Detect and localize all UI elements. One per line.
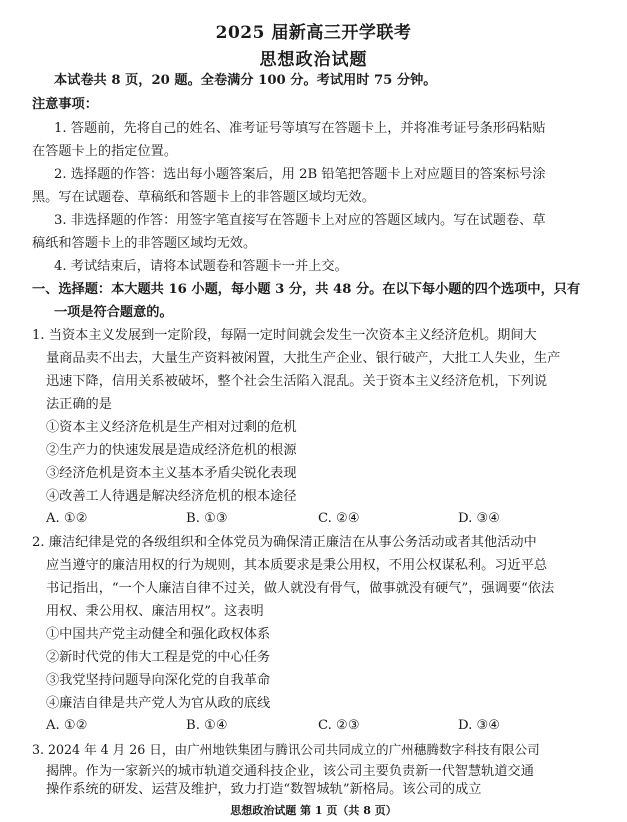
q1-stem-line-2: 量商品卖不出去，大量生产资料被闲置，大批生产企业、银行破产，大批工人失业，生产 (46, 351, 561, 366)
note-1-line-1: 1. 答题前，先将自己的姓名、准考证号等填写在答题卡上，并将准考证号条形码粘贴 (54, 121, 546, 136)
note-4: 4. 考试结束后，请将本试题卷和答题卡一并上交。 (54, 259, 348, 274)
note-1-line-2: 在答题卡上的指定位置。 (32, 144, 178, 159)
q1-stem-line-1: 1. 当资本主义发展到一定阶段，每隔一定时间就会发生一次资本主义经济危机。期间大 (32, 328, 537, 343)
note-2-line-1: 2. 选择题的作答：选出每小题答案后，用 2B 铅笔把答题卡上对应题目的答案标号涂 (54, 167, 546, 182)
q2-choice-c[interactable]: C. ②③ (318, 718, 360, 733)
q2-statement-4: ④廉洁自律是共产党人为官从政的底线 (46, 696, 271, 711)
exam-info: 本试卷共 8 页，20 题。全卷满分 100 分。考试用时 75 分钟。 (54, 73, 437, 88)
q2-choice-b[interactable]: B. ①④ (186, 718, 228, 733)
q2-choice-a[interactable]: A. ①② (46, 718, 88, 733)
q2-choice-d[interactable]: D. ③④ (458, 718, 501, 733)
q1-statement-2: ②生产力的快速发展是造成经济危机的根源 (46, 443, 297, 458)
note-3-line-2: 稿纸和答题卡上的非答题区域均无效。 (32, 236, 257, 251)
q1-statement-1: ①资本主义经济危机是生产相对过剩的危机 (46, 420, 297, 435)
section-heading-line-2: 一项是符合题意的。 (54, 305, 173, 320)
q2-stem-line-1: 2. 廉洁纪律是党的各级组织和全体党员为确保清正廉洁在从事公务活动或者其他活动中 (32, 535, 537, 550)
exam-title: 2025 届新高三开学联考 (215, 23, 412, 43)
q2-statement-3: ③我党坚持问题导向深化党的自我革命 (46, 673, 271, 688)
q1-choice-d[interactable]: D. ③④ (458, 511, 501, 526)
notes-heading: 注意事项： (32, 97, 98, 112)
q1-stem-line-3: 迅速下降，信用关系被破坏，整个社会生活陷入混乱。关于资本主义经济危机，下列说 (46, 374, 548, 389)
q1-stem-line-4: 法正确的是 (46, 397, 112, 412)
q3-stem-line-1: 3. 2024 年 4 月 26 日，由广州地铁集团与腾讯公司共同成立的广州穗腾数字科技有限公司 (32, 742, 540, 757)
subject-title: 思想政治试题 (259, 50, 368, 70)
q2-statement-1: ①中国共产党主动健全和强化政权体系 (46, 627, 271, 642)
section-heading-line-1: 一、选择题：本大题共 16 小题，每小题 3 分，共 48 分。在以下每小题的四个选项中，只有 (32, 282, 581, 297)
q1-choice-c[interactable]: C. ②④ (318, 511, 360, 526)
note-3-line-1: 3. 非选择题的作答：用签字笔直接写在答题卡上对应的答题区域内。写在试题卷、草 (54, 213, 546, 228)
page-footer: 思想政治试题 第 1 页（共 8 页） (230, 804, 397, 817)
note-2-line-2: 黑。写在试题卷、草稿纸和答题卡上的非答题区域均无效。 (32, 190, 375, 205)
q3-stem-line-3: 操作系统的研发、运营及维护，致力打造“数智城轨”新格局。该公司的成立 (46, 782, 482, 797)
q2-stem-line-3: 书记指出，“一个人廉洁自律不过关，做人就没有骨气，做事就没有硬气”，强调要“依法 (46, 581, 555, 596)
q2-stem-line-2: 应当遵守的廉洁用权的行为规则，其本质要求是秉公用权，不用公权谋私利。习近平总 (46, 558, 548, 573)
q1-choice-b[interactable]: B. ①③ (186, 511, 228, 526)
q1-choice-a[interactable]: A. ①② (46, 511, 88, 526)
q1-statement-3: ③经济危机是资本主义基本矛盾尖锐化表现 (46, 466, 297, 481)
q2-statement-2: ②新时代党的伟大工程是党的中心任务 (46, 650, 271, 665)
q3-stem-line-2: 揭牌。作为一家新兴的城市轨道交通科技企业，该公司主要负责新一代智慧轨道交通 (46, 764, 534, 779)
q2-stem-line-4: 用权、秉公用权、廉洁用权”。这表明 (46, 604, 264, 619)
q1-statement-4: ④改善工人待遇是解决经济危机的根本途径 (46, 489, 297, 504)
